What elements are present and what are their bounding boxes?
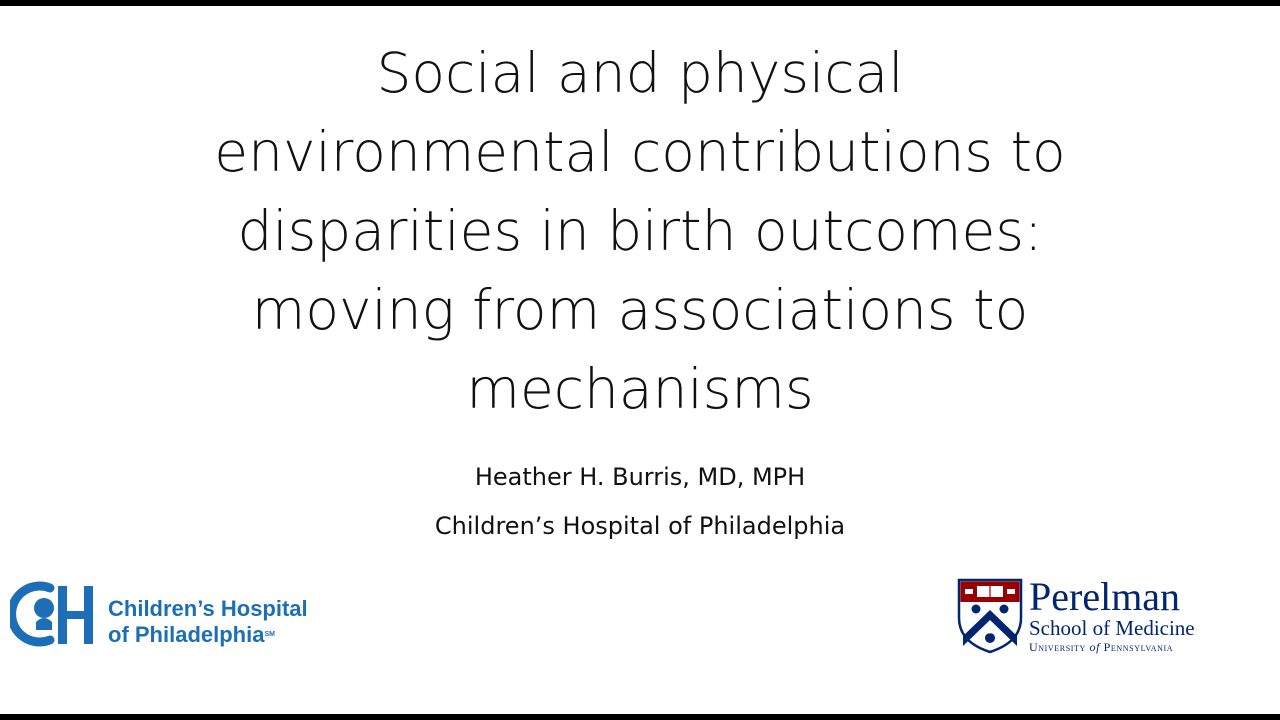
slide-title (100, 34, 1180, 429)
chop-trademark: SM (264, 631, 275, 638)
chop-wordmark (108, 596, 308, 648)
penn-medicine-logo (955, 574, 1255, 660)
penn-shield-icon (957, 578, 1023, 654)
title-line: moving from associations to (251, 278, 1029, 342)
title-line: disparities in birth outcomes: (237, 199, 1043, 263)
chop-line2-wrap (108, 622, 308, 648)
author-affiliation: Children’s Hospital of Philadelphia (434, 512, 846, 540)
title-line: environmental contributions to (214, 120, 1066, 184)
chop-logo-icon (10, 578, 102, 650)
penn-univ-of: of (1089, 640, 1101, 654)
chop-line2: of Philadelphia (108, 622, 265, 647)
author-name: Heather H. Burris, MD, MPH (474, 463, 806, 491)
title-line: Social and physical (376, 41, 904, 105)
penn-university-line (1029, 640, 1173, 654)
penn-univ-suffix: Pennsylvania (1103, 640, 1174, 654)
title-line: mechanisms (466, 357, 814, 421)
penn-school-of-medicine: School of Medicine (1029, 616, 1195, 640)
chop-line1: Children’s Hospital (108, 596, 308, 621)
chop-logo (10, 578, 370, 658)
slide (0, 6, 1280, 714)
penn-perelman-wordmark: Perelman (1029, 574, 1181, 619)
penn-univ-prefix: University (1029, 640, 1086, 654)
